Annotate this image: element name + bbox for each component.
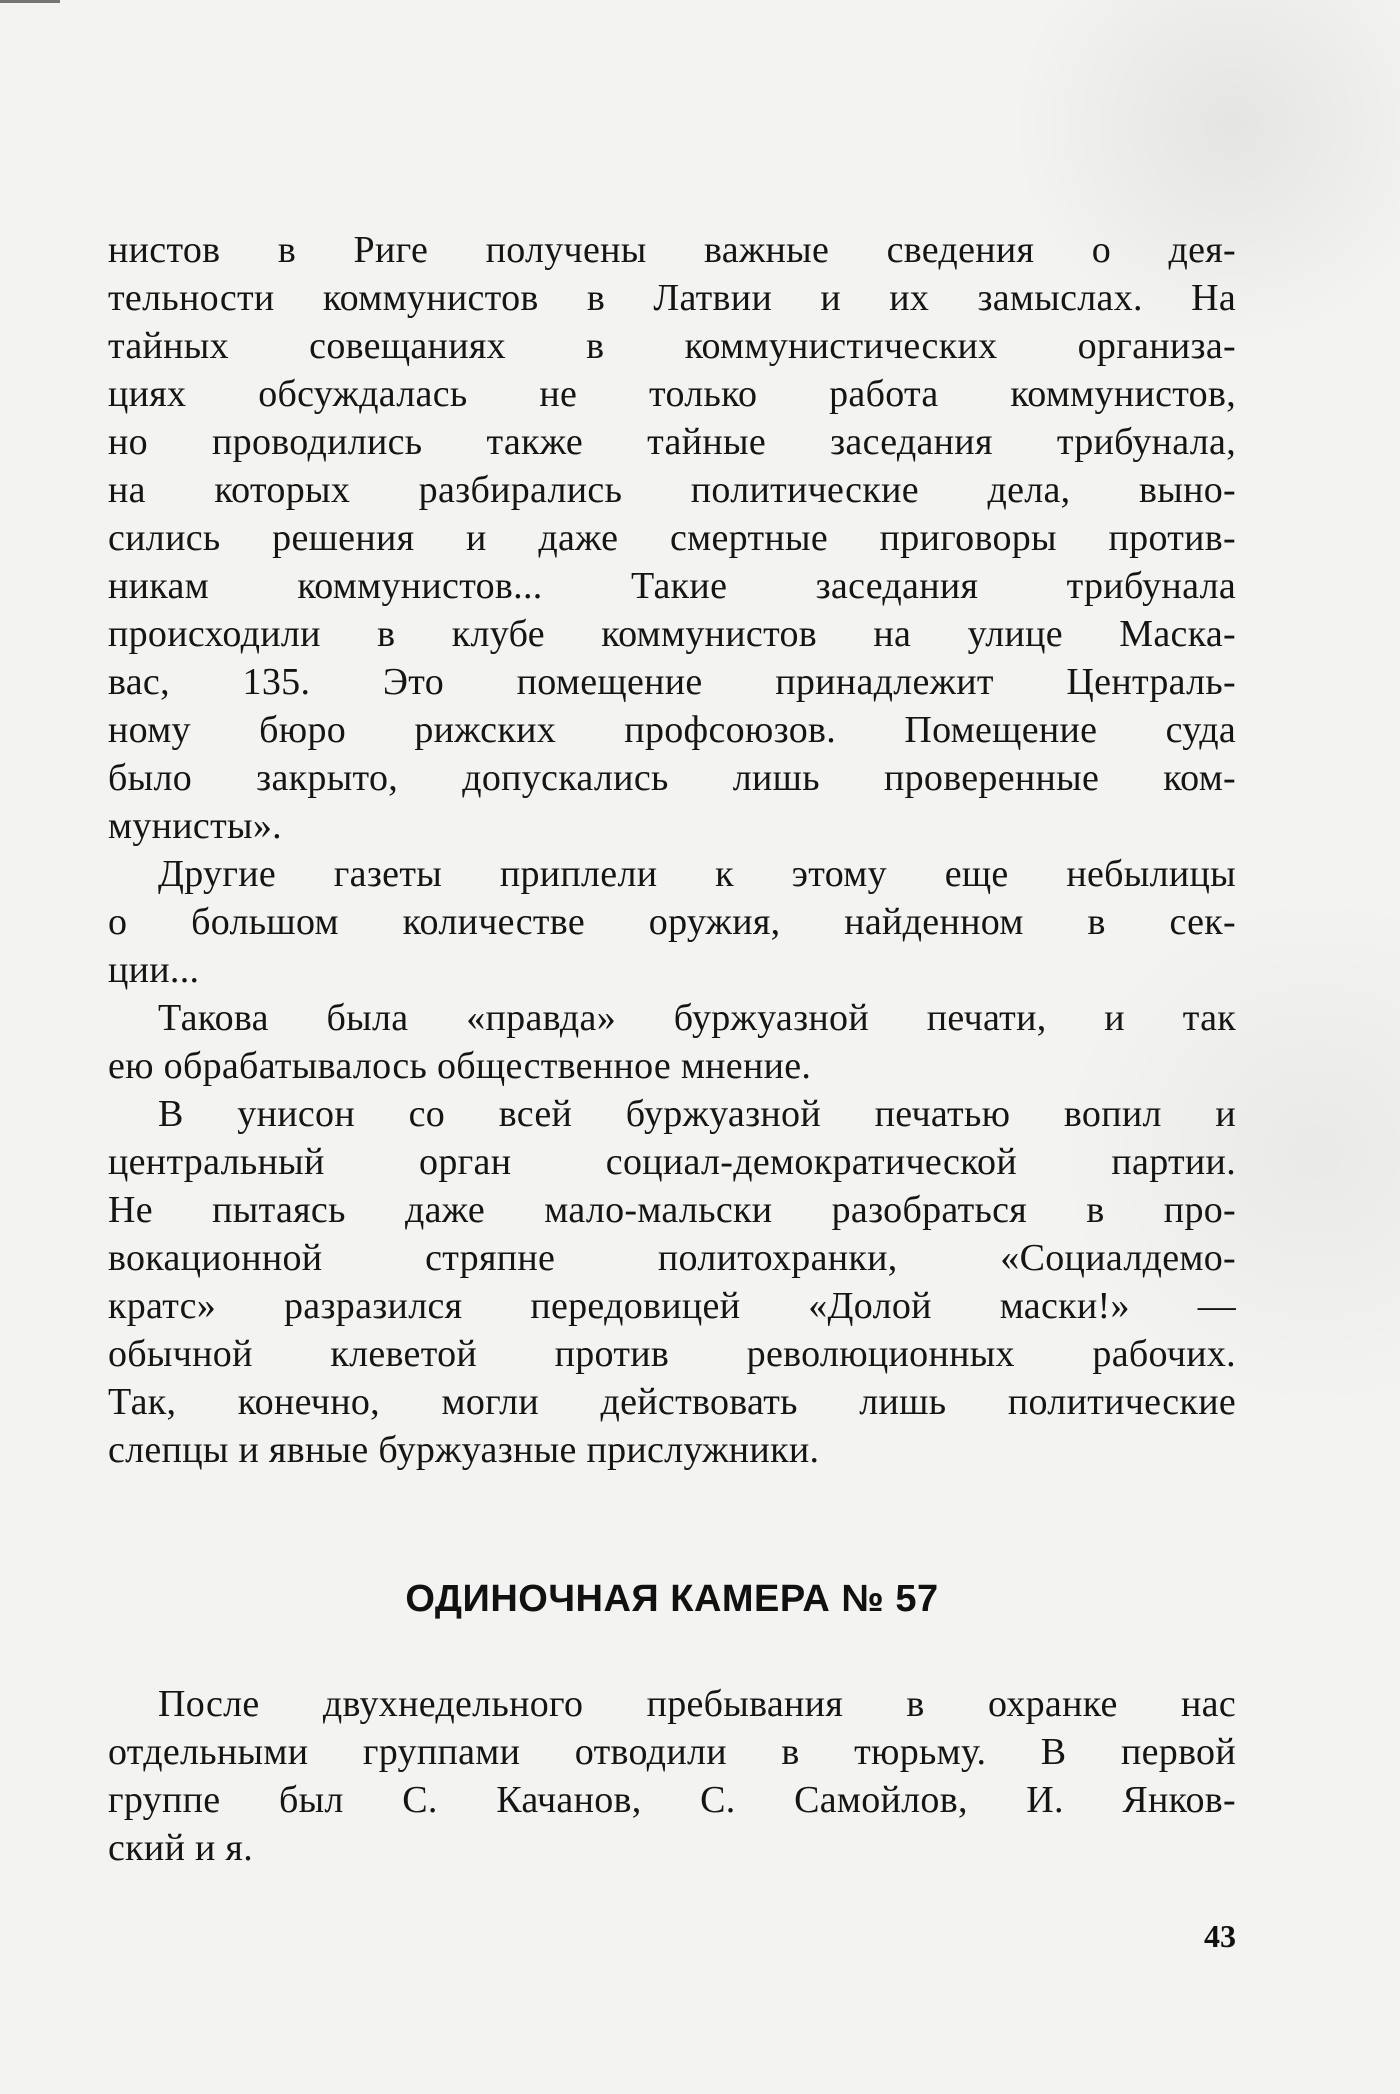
text-line: никам коммунистов... Такие заседания трибунала — [108, 565, 1236, 607]
text-line: циях обсуждалась не только работа коммунистов, — [108, 373, 1236, 415]
text-line: отдельными группами отводили в тюрьму. В первой — [108, 1731, 1236, 1773]
paragraph — [108, 1090, 1236, 1474]
text-line: ному бюро рижских профсоюзов. Помещение суда — [108, 709, 1236, 751]
text-line: центральный орган социал-демократической партии. — [108, 1141, 1236, 1183]
text-line: обычной клеветой против революционных рабочих. — [108, 1333, 1236, 1375]
text-line: на которых разбирались политические дела, выно- — [108, 469, 1236, 511]
text-line: Так, конечно, могли действовать лишь политические — [108, 1381, 1236, 1423]
text-line: После двухнедельного пребывания в охранке нас — [158, 1683, 1236, 1725]
section-text — [108, 1680, 1236, 1872]
text-line: ею обрабатывалось общественное мнение. — [108, 1045, 812, 1087]
text-line: ский и я. — [108, 1827, 254, 1869]
text-line: о большом количестве оружия, найденном в сек- — [108, 901, 1236, 943]
paragraph — [108, 226, 1236, 850]
main-text — [108, 226, 1236, 1474]
text-line: происходили в клубе коммунистов на улице Маска- — [108, 613, 1236, 655]
text-line: В унисон со всей буржуазной печатью вопил и — [158, 1093, 1236, 1135]
text-line: вас, 135. Это помещение принадлежит Централь- — [108, 661, 1236, 703]
paragraph — [108, 994, 1236, 1090]
text-line: слепцы и явные буржуазные прислужники. — [108, 1429, 820, 1471]
paragraph — [108, 850, 1236, 994]
text-line: было закрыто, допускались лишь проверенные ком- — [108, 757, 1236, 799]
text-line: тайных совещаниях в коммунистических организа- — [108, 325, 1236, 367]
text-line: ции... — [108, 949, 200, 991]
text-line: нистов в Риге получены важные сведения о дея- — [108, 229, 1236, 271]
text-line: сились решения и даже смертные приговоры против- — [108, 517, 1236, 559]
text-line: Не пытаясь даже мало-мальски разобраться в про- — [108, 1189, 1236, 1231]
page-number: 43 — [1204, 1918, 1236, 1954]
text-line: Другие газеты приплели к этому еще небылицы — [158, 853, 1236, 895]
text-line: тельности коммунистов в Латвии и их замыслах. На — [108, 277, 1236, 319]
text-line: вокационной стряпне политохранки, «Социалдемо- — [108, 1237, 1236, 1279]
text-line: группе был С. Качанов, С. Самойлов, И. Янков- — [108, 1779, 1236, 1821]
scan-edge-mark — [0, 0, 60, 3]
text-line: Такова была «правда» буржуазной печати, и так — [158, 997, 1236, 1039]
text-line: мунисты». — [108, 805, 282, 847]
section-heading: ОДИНОЧНАЯ КАМЕРА № 57 — [405, 1578, 939, 1620]
text-line: но проводились также тайные заседания трибунала, — [108, 421, 1236, 463]
paragraph — [108, 1680, 1236, 1872]
text-line: кратс» разразился передовицей «Долой маски!» — — [108, 1285, 1236, 1327]
